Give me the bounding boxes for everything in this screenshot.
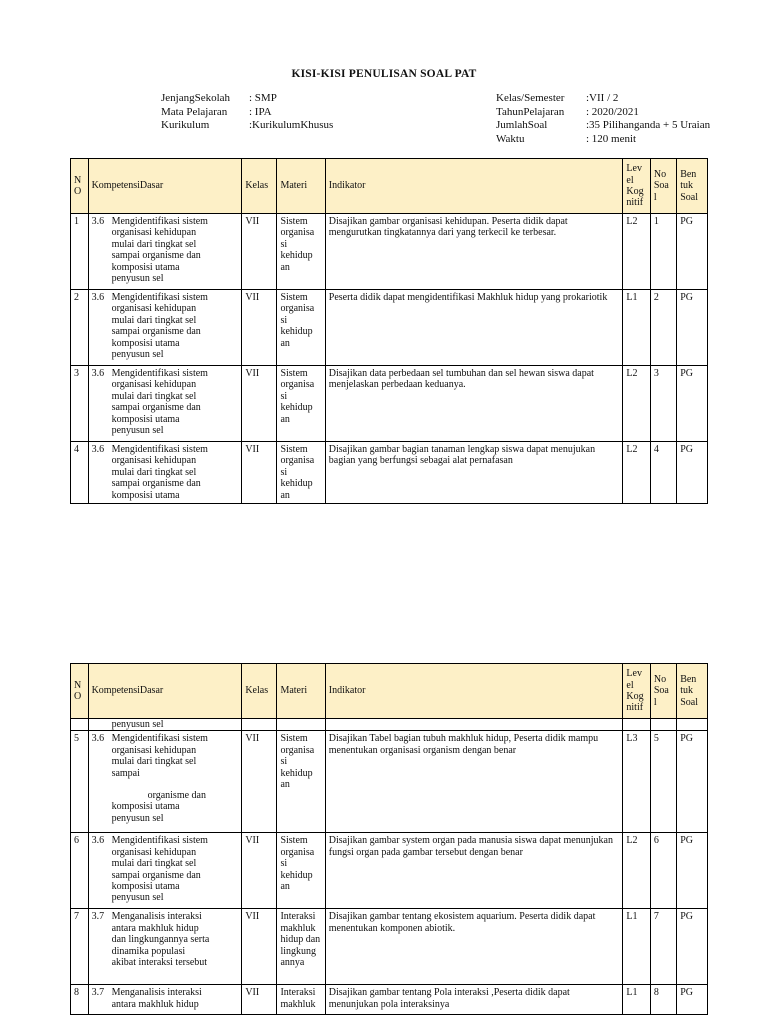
cell-no-soal: 2 (650, 290, 676, 366)
meta-label: JumlahSoal (496, 119, 548, 131)
kd-number: 3.6 (91, 733, 105, 745)
cell-bentuk: PG (677, 214, 708, 290)
meta-label: Mata Pelajaran (161, 105, 228, 118)
kd-line: sampai organisme dan (111, 478, 201, 490)
cell-kelas: VII (242, 909, 277, 985)
meta-value: :VII / 2 (586, 92, 619, 104)
cell-kompetensi (88, 719, 242, 731)
kd-line: penyusun sel (111, 349, 164, 361)
header-kompetensi: KompetensiDasar (88, 159, 242, 214)
cell-level (623, 719, 650, 731)
cell-no: 4 (71, 442, 89, 504)
meta-value: :KurikulumKhusus (249, 119, 334, 131)
cell-kelas (242, 719, 277, 731)
kd-line: organisme dan (147, 790, 206, 802)
kd-line: mulai dari tingkat sel (111, 238, 197, 250)
cell-kelas: VII (242, 985, 277, 1015)
cell-no-soal: 4 (650, 442, 676, 504)
cell-no: 8 (71, 985, 89, 1015)
kd-line: penyusun sel (111, 425, 164, 437)
cell-no: 7 (71, 909, 89, 985)
table-row (71, 214, 708, 290)
cell-materi (277, 719, 325, 731)
kd-line: Mengidentifikasi sistem (111, 368, 208, 379)
cell-no-soal: 1 (650, 214, 676, 290)
meta-label: Kurikulum (161, 119, 210, 131)
cell-level: L1 (623, 909, 650, 985)
kd-line: komposisi utama (111, 881, 180, 893)
meta-label: Kelas/Semester (496, 92, 565, 104)
kd-line: komposisi utama (111, 801, 180, 813)
meta-row-tahun (496, 106, 710, 120)
meta-left (161, 92, 333, 133)
cell-no: 2 (71, 290, 89, 366)
table-row (71, 366, 708, 442)
kd-line: akibat interaksi tersebut (111, 957, 208, 969)
cell-kompetensi (88, 985, 242, 1015)
cell-indikator: Disajikan Tabel bagian tubuh makhluk hidup, Peserta didik mampu menentukan organisasi organism dengan benar (325, 731, 623, 833)
kd-line: mulai dari tingkat sel (111, 390, 197, 402)
kd-line: Mengidentifikasi sistem (111, 216, 208, 227)
kd-line: mulai dari tingkat sel (111, 466, 197, 478)
cell-no-soal: 6 (650, 833, 676, 909)
header-indikator: Indikator (325, 159, 623, 214)
cell-kompetensi (88, 731, 242, 833)
meta-row-mapel (161, 106, 333, 120)
kd-number: 3.7 (91, 911, 105, 923)
cell-kelas: VII (242, 731, 277, 833)
kd-line: organisasi kehidupan (111, 227, 197, 239)
meta-value: : SMP (249, 92, 277, 104)
cell-level: L2 (623, 214, 650, 290)
table-row (71, 833, 708, 909)
cell-indikator: Disajikan data perbedaan sel tumbuhan dan sel hewan siswa dapat menjelaskan perbedaan keduanya. (325, 366, 623, 442)
cell-level: L3 (623, 731, 650, 833)
kd-line: Mengidentifikasi sistem (111, 835, 208, 847)
kd-line: mulai dari tingkat sel (111, 756, 197, 768)
cell-bentuk (677, 719, 708, 731)
header-level: Lev el Kog nitif (623, 159, 650, 214)
meta-row-waktu (496, 133, 710, 147)
meta-row-jumlah (496, 119, 710, 133)
cell-kompetensi (88, 833, 242, 909)
cell-no-soal: 8 (650, 985, 676, 1015)
meta-label: TahunPelajaran (496, 105, 565, 118)
cell-kompetensi (88, 214, 242, 290)
cell-materi: Interaksi makhluk hidup dan lingkung annya (277, 909, 325, 985)
kd-line: sampai (111, 767, 140, 779)
kd-text (112, 444, 239, 501)
cell-indikator: Disajikan gambar organisasi kehidupan. Peserta didik dapat mengurutkan tingkatannya dari yang terkecil ke terbesar. (325, 214, 623, 290)
meta-value: : 2020/2021 (586, 105, 639, 118)
meta-label: JenjangSekolah (161, 92, 231, 104)
kd-line: sampai organisme dan (111, 402, 201, 414)
cell-kelas: VII (242, 833, 277, 909)
kd-line: dan lingkungannya serta (111, 934, 210, 946)
cell-bentuk: PG (677, 833, 708, 909)
continuation-text: penyusun sel (111, 719, 164, 730)
cell-indikator: Disajikan gambar tentang Pola interaksi ,Peserta didik dapat menunjukan pola interaksinya (325, 985, 623, 1015)
cell-bentuk: PG (677, 909, 708, 985)
cell-level: L2 (623, 366, 650, 442)
kd-number: 3.6 (91, 444, 105, 455)
cell-no (71, 719, 89, 731)
cell-indikator (325, 719, 623, 731)
kd-text (112, 292, 239, 360)
cell-no: 1 (71, 214, 89, 290)
cell-no: 3 (71, 366, 89, 442)
header-indikator: Indikator (325, 664, 623, 719)
cell-no-soal: 7 (650, 909, 676, 985)
cell-materi: Sistem organisa si kehidup an (277, 366, 325, 442)
cell-kelas: VII (242, 214, 277, 290)
cell-level: L1 (623, 985, 650, 1015)
continuation-row (71, 719, 708, 731)
cell-indikator: Peserta didik dapat mengidentifikasi Makhluk hidup yang prokariotik (325, 290, 623, 366)
header-kelas: Kelas (242, 664, 277, 719)
cell-kompetensi (88, 909, 242, 985)
cell-indikator: Disajikan gambar tentang ekosistem aquarium. Peserta didik dapat menentukan komponen abiotik. (325, 909, 623, 985)
header-no: N O (71, 664, 89, 719)
kd-gap (112, 779, 239, 790)
meta-row-kelas (496, 92, 710, 106)
cell-indikator: Disajikan gambar bagian tanaman lengkap siswa dapat menujukan bagian yang berfungsi sebagai alat pernafasan (325, 442, 623, 504)
cell-indikator: Disajikan gambar system organ pada manusia siswa dapat menunjukan fungsi organ pada gambar tersebut dengan benar (325, 833, 623, 909)
cell-bentuk: PG (677, 290, 708, 366)
table-row (71, 290, 708, 366)
cell-level: L1 (623, 290, 650, 366)
kd-number: 3.6 (91, 835, 105, 847)
kd-line: sampai organisme dan (111, 250, 201, 262)
kd-line: komposisi utama (111, 489, 180, 501)
table-row (71, 985, 708, 1015)
blueprint-table-page1 (70, 158, 708, 504)
cell-no-soal (650, 719, 676, 731)
cell-materi: Sistem organisa si kehidup an (277, 731, 325, 833)
cell-bentuk: PG (677, 366, 708, 442)
kd-number: 3.6 (91, 368, 105, 379)
cell-no: 5 (71, 731, 89, 833)
document-title: KISI-KISI PENULISAN SOAL PAT (291, 68, 477, 80)
header-materi: Materi (277, 159, 325, 214)
kd-text (112, 987, 239, 1010)
cell-kompetensi (88, 366, 242, 442)
kd-line: penyusun sel (111, 812, 164, 824)
kd-line: komposisi utama (111, 337, 180, 349)
header-no: N O (71, 159, 89, 214)
meta-right (496, 92, 710, 146)
header-level: Lev el Kog nitif (623, 664, 650, 719)
kd-line: organisasi kehidupan (111, 744, 197, 756)
kd-text (112, 835, 239, 903)
kd-line: mulai dari tingkat sel (111, 314, 197, 326)
kd-line: sampai organisme dan (111, 326, 201, 338)
kd-line: Mengidentifikasi sistem (111, 444, 208, 455)
meta-label: Waktu (496, 132, 525, 145)
kd-text (112, 368, 239, 436)
kd-number: 3.6 (91, 216, 105, 227)
cell-level: L2 (623, 442, 650, 504)
cell-bentuk: PG (677, 442, 708, 504)
meta-value: : 120 menit (586, 132, 637, 145)
cell-level: L2 (623, 833, 650, 909)
cell-no-soal: 3 (650, 366, 676, 442)
kd-line: organisasi kehidupan (111, 846, 197, 858)
blueprint-table-page2 (70, 663, 708, 1015)
kd-line: antara makhluk hidup (111, 998, 199, 1010)
cell-materi: Sistem organisa si kehidup an (277, 290, 325, 366)
kd-line: Mengidentifikasi sistem (111, 292, 208, 303)
header-kelas: Kelas (242, 159, 277, 214)
table-row (71, 442, 708, 504)
cell-kelas: VII (242, 442, 277, 504)
cell-kompetensi (88, 290, 242, 366)
cell-materi: Sistem organisa si kehidup an (277, 214, 325, 290)
kd-line: dinamika populasi (111, 945, 186, 957)
meta-value: :35 Pilihanganda + 5 Uraian (586, 119, 711, 131)
kd-text (112, 216, 239, 284)
cell-bentuk: PG (677, 985, 708, 1015)
kd-line: penyusun sel (111, 892, 164, 904)
kd-text (112, 733, 239, 824)
cell-no-soal: 5 (650, 731, 676, 833)
meta-row-kurikulum (161, 119, 333, 133)
cell-kompetensi (88, 442, 242, 504)
kd-line: Menganalisis interaksi (111, 911, 202, 923)
meta-row-jenjang (161, 92, 333, 106)
table-row (71, 731, 708, 833)
cell-bentuk: PG (677, 731, 708, 833)
header-bentuk: Ben tuk Soal (677, 159, 708, 214)
cell-materi: Sistem organisa si kehidup an (277, 442, 325, 504)
kd-line: sampai organisme dan (111, 869, 201, 881)
cell-kelas: VII (242, 290, 277, 366)
cell-materi: Interaksi makhluk (277, 985, 325, 1015)
header-kompetensi: KompetensiDasar (88, 664, 242, 719)
header-materi: Materi (277, 664, 325, 719)
cell-materi: Sistem organisa si kehidup an (277, 833, 325, 909)
kd-text (112, 911, 239, 968)
kd-number: 3.6 (91, 292, 105, 303)
kd-line: organisasi kehidupan (111, 303, 197, 315)
kd-line: antara makhluk hidup (111, 922, 199, 934)
header-no-soal: No Soa l (650, 159, 676, 214)
kd-line: Menganalisis interaksi (111, 987, 202, 999)
cell-no: 6 (71, 833, 89, 909)
kd-line: mulai dari tingkat sel (111, 858, 197, 870)
kd-line: komposisi utama (111, 261, 180, 273)
kd-line: organisasi kehidupan (111, 379, 197, 391)
header-bentuk: Ben tuk Soal (677, 664, 708, 719)
kd-line: komposisi utama (111, 413, 180, 425)
cell-kelas: VII (242, 366, 277, 442)
header-no-soal: No Soa l (650, 664, 676, 719)
kd-line: Mengidentifikasi sistem (111, 733, 208, 745)
kd-line: penyusun sel (111, 273, 164, 285)
kd-line: organisasi kehidupan (111, 455, 197, 467)
table-row (71, 909, 708, 985)
table-header-row (71, 159, 708, 214)
meta-value: : IPA (249, 105, 272, 118)
table-header-row (71, 664, 708, 719)
kd-number: 3.7 (91, 987, 105, 999)
